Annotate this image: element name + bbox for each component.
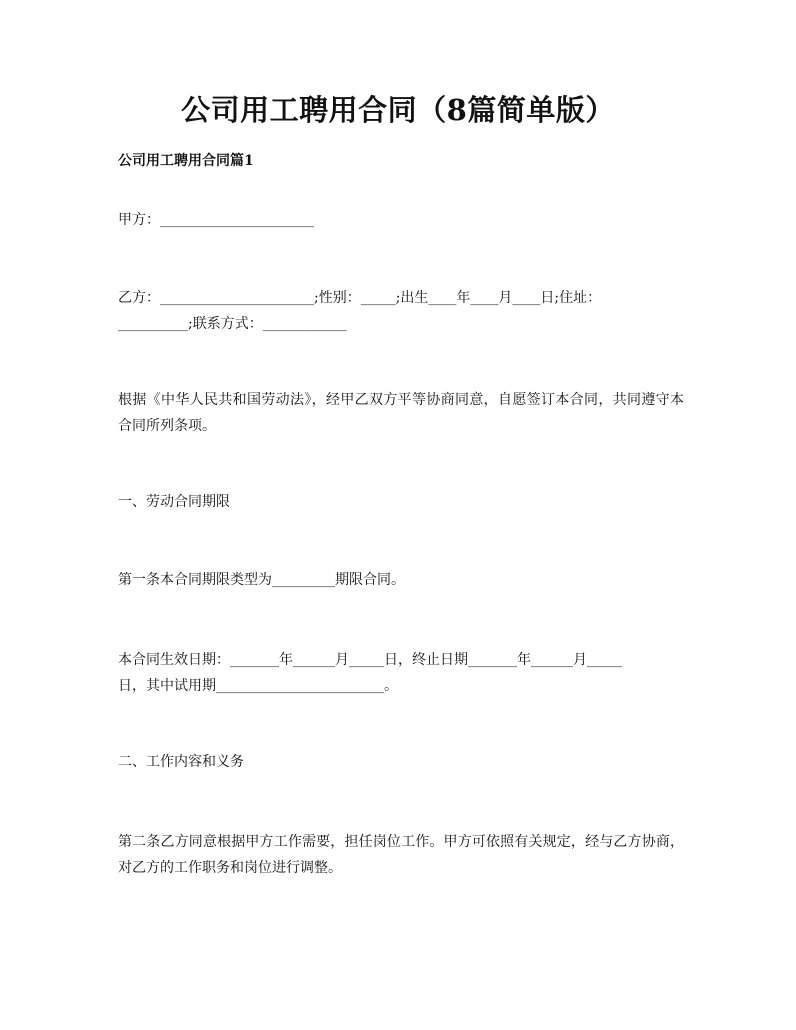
party-b-line-2: __________;联系方式：____________ (118, 316, 347, 332)
intro-paragraph: 根据《中华人民共和国劳动法》，经甲乙双方平等协商同意，自愿签订本合同，共同遵守本合同所列条项。 (118, 392, 684, 434)
party-b-line-1: 乙方：______________________;性别：_____;出生____年____月____日;住址： (118, 290, 602, 306)
article-1: 第一条本合同期限类型为_________期限合同。 (118, 572, 405, 588)
effective-dates-line-1: 本合同生效日期：_______年______月_____日，终止日期_______年______月_____ (118, 652, 622, 668)
effective-dates-line-2: 日，其中试用期________________________。 (118, 678, 398, 694)
party-a-line: 甲方：______________________ (118, 212, 314, 228)
document-title: 公司用工聘用合同（8篇简单版） (181, 93, 615, 127)
chapter-1-heading: 一、劳动合同期限 (118, 494, 230, 510)
section-heading: 公司用工聘用合同篇1 (118, 153, 254, 169)
chapter-2-heading: 二、工作内容和义务 (118, 754, 244, 770)
article-2: 第二条乙方同意根据甲方工作需要，担任岗位工作。甲方可依照有关规定，经与乙方协商，对乙方的工作职务和岗位进行调整。 (118, 834, 684, 876)
